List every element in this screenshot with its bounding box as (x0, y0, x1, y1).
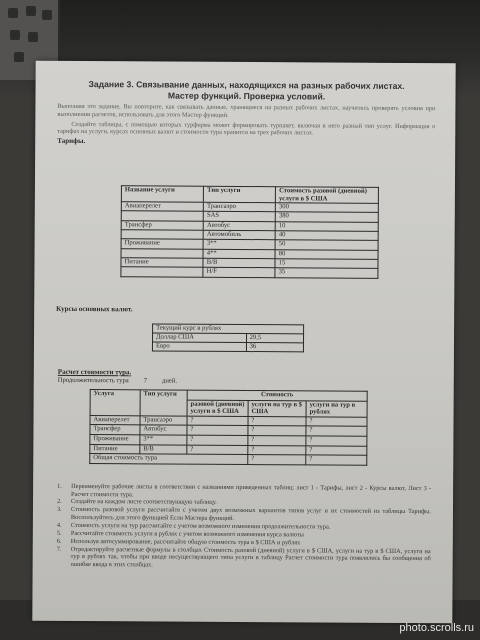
step-number: 4. (56, 521, 62, 529)
service-cell: Трансфер (121, 221, 203, 231)
page-title (57, 79, 435, 103)
usd-cost-cell: ? (248, 416, 306, 426)
tour-duration-line (58, 377, 177, 385)
service-cell: Проживание (121, 239, 203, 249)
service-cell (121, 211, 203, 221)
total-label-cell: Общая стоимость тура (90, 454, 248, 465)
tour-cost-table (89, 389, 367, 465)
type-cell: Трансаэро (140, 416, 187, 426)
cost-cell: 50 (275, 240, 378, 250)
cost-cell: 35 (275, 268, 378, 278)
usd-cost-cell: ? (248, 426, 306, 436)
table-header: Тип услуги (204, 186, 276, 203)
type-cell: 3** (203, 240, 275, 250)
step-number: 5. (56, 529, 62, 537)
daily-cost-cell: ? (187, 435, 248, 445)
step-text: Рассчитайте стоимость услуги в рублях с учетом возможного изменения курса валюты (70, 529, 304, 539)
tariffs-label: Тарифы. (57, 137, 86, 146)
step-number: 7. (56, 545, 62, 553)
step-number: 1. (57, 482, 62, 490)
cost-cell: 80 (275, 249, 378, 259)
rub-cost-cell: ? (306, 417, 367, 427)
step-number: 2. (56, 498, 62, 506)
step-text: Стоимость услуги на тур рассчитайте с учетом возможного изменения продолжительности тура. (70, 521, 331, 531)
currency-rate-cell: 29,5 (246, 334, 303, 343)
type-cell: B/B (203, 258, 275, 268)
type-cell: Автобус (203, 221, 275, 231)
type-cell: Автобус (140, 425, 187, 435)
service-cell (121, 248, 203, 258)
currency-table (152, 323, 304, 352)
service-cell (121, 267, 203, 277)
type-cell: SAS (203, 212, 275, 222)
intro-paragraph-2: Создайте таблицы, с помощью которых турфирма может формировать турпакет, включая в него разный тип услуг. Информация о тарифах на услуги, курсах основных валют и стоимости тура хранится на трех рабочих листах. (57, 120, 436, 137)
step-number: 6. (56, 537, 62, 545)
daily-cost-cell: ? (187, 416, 248, 426)
intro-paragraph-1: Выполняя это задание, Вы повторите, как связывать данные, хранящиеся на разных рабочих листах, научитесь проверять условия при выполнении расчетов, использовать для этого Мастер функций. (57, 102, 436, 119)
cost-cell: 380 (275, 212, 378, 222)
usd-cost-cell: ? (248, 435, 306, 445)
usd-cost-cell: ? (248, 445, 306, 455)
currency-section-title: Курсы основных валют. (56, 304, 133, 314)
duration-value: 7 (143, 377, 148, 385)
currency-name-cell: Доллар США (152, 333, 246, 343)
service-cell: Трансфер (90, 425, 140, 435)
step-number: 3. (56, 506, 62, 514)
type-cell: 4** (203, 249, 275, 259)
title-line-1: Задание 3. Связывание данных, находящихся на разных рабочих листах. (88, 79, 405, 91)
list-item (57, 545, 431, 570)
step-text: Стоимость разовой услуги рассчитайте с учетом двух возможных вариантов типов услуг и их стоимостей из таблицы Тарифы. Воспользуйтесь для этого функцией Если Мастера функций. (70, 506, 431, 522)
table-header: Услуга (90, 390, 140, 416)
currency-rate-cell: 36 (246, 343, 303, 352)
table-header: Текущий курс в рублях (153, 324, 304, 334)
table-header: разовой (дневной) услуги в $ США (187, 400, 248, 417)
rub-cost-cell: ? (306, 445, 367, 455)
document-page (32, 61, 455, 624)
table-row (152, 342, 303, 352)
type-cell: Автомобиль (203, 230, 275, 240)
service-cell (121, 230, 203, 240)
table-header: Стоимость разовой (дневной) услуги в $ США (276, 187, 379, 204)
service-cell: Питание (90, 444, 140, 454)
table-row (121, 267, 378, 278)
table-header: Тип услуги (140, 390, 187, 416)
cost-cell: 10 (275, 221, 378, 231)
total-rub-cell: ? (306, 455, 367, 465)
watermark: photo.scrolls.ru (399, 622, 474, 634)
table-header: Название услуги (121, 186, 203, 203)
rub-cost-cell: ? (306, 426, 367, 436)
step-text: Переименуйте рабочие листы в соответствии с названиями приведенных таблиц: лист 1 - Тарифы, лист 2 - Курсы валют, Лист 3 - Расчет стоимости тура. (71, 482, 432, 498)
table-header: услуги на тур в $ США (248, 400, 306, 417)
rub-cost-cell: ? (306, 436, 367, 446)
cost-cell: 15 (275, 259, 378, 269)
service-cell: Проживание (90, 435, 140, 445)
duration-label: Продолжительность тура (57, 376, 129, 385)
currency-name-cell: Евро (152, 342, 246, 352)
tour-section-title: Расчет стоимости тура. (57, 367, 132, 377)
service-cell: Авиаперелет (90, 415, 140, 425)
step-text: Отредактируйте расчетные формулы в столбцах Стоимость разовой (дневной) услуги в $ США, услуги на тур в $ США, услуги на тур в рублях так, чтобы при вводе несуществующего типа услуги в таблицу Расчет стоимости тура появлялись бы сообщения об ошибке ввода в этих столбцах. (70, 545, 431, 569)
step-text: Используя автосуммирование, рассчитайте общую стоимость тура в $ США и рублях (70, 537, 301, 546)
tariffs-table (120, 185, 379, 278)
type-cell: H/F (203, 268, 275, 278)
table-total-row (90, 454, 367, 465)
daily-cost-cell: ? (187, 445, 248, 455)
table-header: услуги на тур в рублях (306, 400, 367, 417)
cost-cell: 40 (275, 231, 378, 241)
table-header-row (121, 186, 378, 204)
title-line-2: Мастер функций. Проверка условий. (167, 90, 326, 102)
step-text: Создайте на каждом листе соответствующую таблицу. (70, 498, 217, 507)
table-header: Стоимость (187, 390, 367, 401)
duration-unit: дней. (162, 377, 178, 385)
service-cell: Питание (121, 258, 203, 268)
daily-cost-cell: ? (187, 426, 248, 436)
type-cell: B/B (140, 444, 187, 454)
instructions-list (57, 483, 432, 571)
type-cell: 3** (140, 435, 187, 445)
type-cell: Трансаэро (204, 202, 276, 212)
cost-cell: 300 (275, 203, 378, 213)
total-usd-cell: ? (248, 455, 306, 465)
service-cell: Авиаперелет (121, 202, 203, 212)
